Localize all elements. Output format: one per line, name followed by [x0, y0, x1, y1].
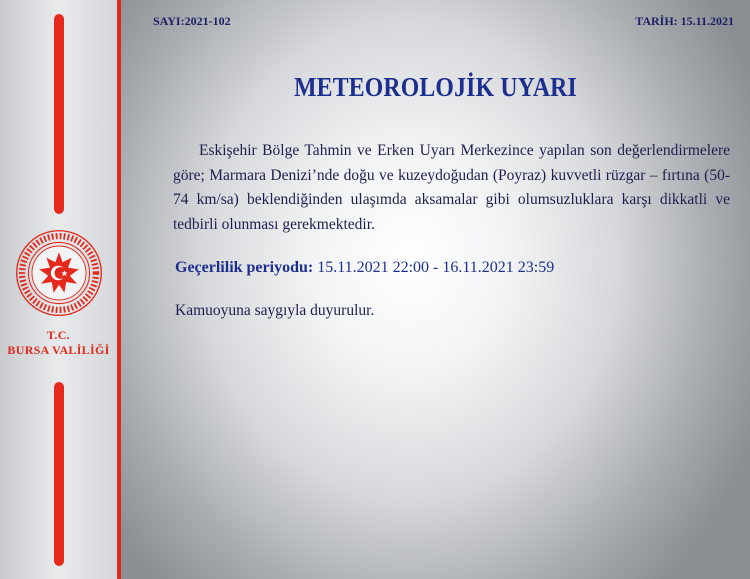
page-title: METEOROLOJİK UYARI: [294, 72, 577, 102]
sidebar: [0, 0, 117, 579]
closing-text: Kamuoyuna saygıyla duyurulur.: [175, 302, 375, 319]
validity-label: Geçerlilik periyodu:: [175, 259, 314, 276]
turkish-republic-seal-icon: [14, 228, 104, 318]
org-line-tc: T.C.: [47, 328, 70, 342]
announcement-paragraph: Eskişehir Bölge Tahmin ve Erken Uyarı Merkezince yapılan son değerlendirmelere göre; Marmara Denizi’nde doğu ve kuzeydoğudan (Poyraz) kuvvetli rüzgar – fırtına (50-74 km/sa) beklendiğinden ulaşımda aksamalar gibi olumsuzluklara karşı dikkatli ve tedbirli olunması gerekmektedir.: [173, 142, 730, 233]
document-date: TARİH: 15.11.2021: [635, 14, 734, 28]
decorative-bar-top: [54, 14, 64, 214]
document-number: SAYI:2021-102: [153, 14, 231, 28]
validity-period: [175, 259, 554, 277]
org-line-bursa-valiligi: BURSA VALİLİĞİ: [7, 343, 110, 357]
decorative-bar-bottom: [54, 382, 64, 566]
announcement-panel: [121, 0, 750, 579]
validity-value: 15.11.2021 22:00 - 16.11.2021 23:59: [313, 259, 555, 276]
